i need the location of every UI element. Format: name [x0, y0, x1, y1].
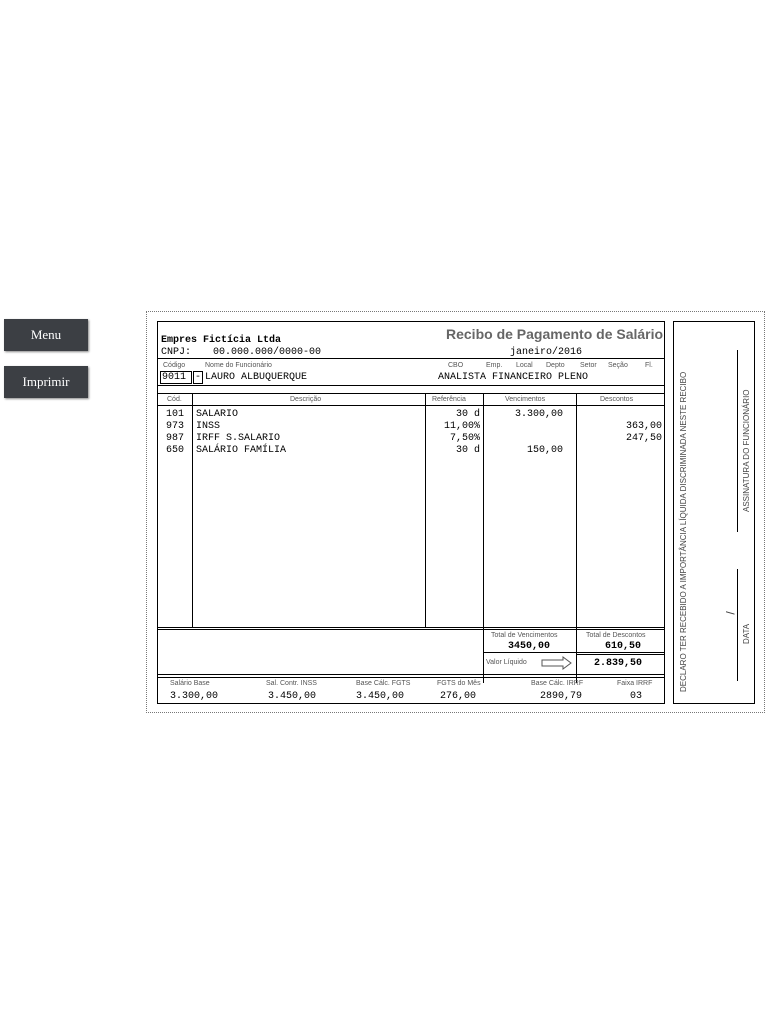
row-desc: SALÁRIO FAMÍLIA	[196, 445, 287, 456]
date-line	[737, 569, 738, 681]
col-line	[192, 393, 193, 627]
row-ref: 7,50%	[449, 433, 480, 444]
row-descontos: 247,50	[625, 433, 662, 444]
row-descontos: 363,00	[625, 421, 662, 432]
faixa: 03	[630, 691, 643, 702]
cnpj-label: CNPJ:	[161, 347, 192, 358]
date-label: DATA	[742, 623, 751, 644]
employee-name: LAURO ALBUQUERQUE	[205, 372, 308, 383]
receipt-title: Recibo de Pagamento de Salário	[446, 326, 664, 342]
row-cod: 650	[166, 445, 185, 456]
fgts-base-label: Base Cálc. FGTS	[356, 680, 411, 687]
local-label: Local	[516, 362, 533, 369]
sal-base: 3.300,00	[170, 691, 219, 702]
code-label: Código	[163, 362, 186, 369]
divider	[158, 385, 664, 386]
row-cod: 973	[166, 421, 185, 432]
liquido-label: Valor Líquido	[486, 659, 527, 666]
col-line	[483, 393, 484, 683]
setor-label: Setor	[580, 362, 597, 369]
faixa-label: Faixa IRRF	[617, 680, 653, 687]
total-venc-label: Total de Vencimentos	[491, 632, 558, 639]
row-ref: 30 d	[455, 445, 480, 456]
th-venc: Vencimentos	[505, 396, 546, 403]
th-desc: Descrição	[290, 396, 322, 403]
irrf-base: 2890,79	[540, 691, 583, 702]
divider	[158, 629, 664, 630]
fl-label: Fl.	[645, 362, 653, 369]
liquido-value: 2.839,50	[594, 658, 643, 669]
fgts-mes-label: FGTS do Mês	[437, 680, 481, 687]
signature-stub	[673, 321, 755, 704]
irrf-base-label: Base Cálc. IRRF	[531, 680, 584, 687]
fgts-base: 3.450,00	[356, 691, 405, 702]
employee-role: ANALISTA FINANCEIRO PLENO	[438, 372, 589, 383]
total-desc: 610,50	[605, 641, 642, 652]
payslip	[146, 311, 765, 713]
depto-label: Depto	[546, 362, 565, 369]
inss-label: Sal. Contr. INSS	[266, 680, 317, 687]
divider	[158, 358, 664, 359]
fgts-mes: 276,00	[440, 691, 477, 702]
signature-label: ASSINATURA DO FUNCIONÁRIO	[742, 389, 751, 512]
th-cod: Cód.	[167, 396, 182, 403]
name-label: Nome do Funcionário	[205, 362, 272, 369]
signature-line	[737, 350, 738, 532]
divider	[483, 652, 664, 653]
declaration-text: DECLARO TER RECEBIDO A IMPORTÂNCIA LÍQUIDA DISCRIMINADA NESTE RECIBO	[679, 371, 688, 692]
divider	[158, 674, 664, 675]
row-venc: 3.300,00	[514, 409, 563, 420]
th-descontos: Descontos	[600, 396, 634, 403]
row-cod: 101	[166, 409, 185, 420]
print-button[interactable]: Imprimir	[4, 366, 88, 398]
cnpj-value: 00.000.000/0000-00	[213, 347, 322, 358]
row-venc: 150,00	[526, 445, 563, 456]
employee-sep: -	[195, 372, 202, 383]
row-ref: 30 d	[455, 409, 480, 420]
row-desc: INSS	[196, 421, 221, 432]
total-venc: 3450,00	[508, 641, 551, 652]
row-cod: 987	[166, 433, 185, 444]
row-desc: SALARIO	[196, 409, 239, 420]
col-line	[425, 393, 426, 627]
receipt-main	[157, 321, 665, 704]
table-header-bottom	[158, 405, 664, 406]
col-line	[576, 393, 577, 683]
row-ref: 11,00%	[443, 421, 480, 432]
date-separator: /	[723, 611, 738, 615]
divider	[158, 627, 664, 628]
row-desc: IRFF S.SALARIO	[196, 433, 281, 444]
total-desc-label: Total de Descontos	[586, 632, 646, 639]
divider	[158, 393, 664, 394]
secao-label: Seção	[608, 362, 628, 369]
arrow-right-icon	[541, 656, 573, 670]
cbo-label: CBO	[448, 362, 464, 369]
inss: 3.450,00	[268, 691, 317, 702]
emp-label: Emp.	[486, 362, 503, 369]
divider	[158, 677, 664, 678]
th-ref: Referência	[432, 396, 466, 403]
menu-button[interactable]: Menu	[4, 319, 88, 351]
sal-base-label: Salário Base	[170, 680, 210, 687]
company-name: Empres Fictícia Ltda	[161, 335, 282, 346]
receipt-period: janeiro/2016	[510, 347, 583, 358]
divider	[576, 654, 664, 655]
employee-code: 9011	[162, 372, 187, 383]
